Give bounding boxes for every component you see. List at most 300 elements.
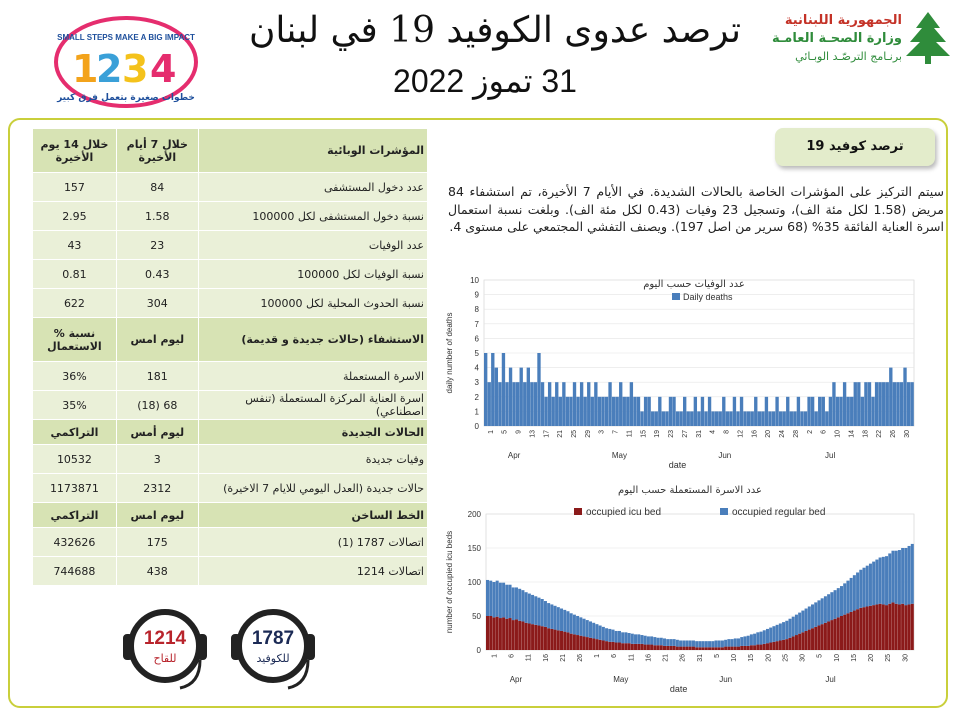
x-tick-label: 25: [885, 654, 893, 662]
x-tick-label: 26: [890, 430, 898, 438]
bar: [566, 632, 569, 650]
bar: [521, 590, 524, 621]
y-axis-label: number of occupied icu beds: [445, 530, 454, 634]
bar: [579, 617, 582, 635]
bar: [782, 640, 785, 650]
bar: [698, 641, 701, 647]
y-axis-label: daily number of deaths: [445, 312, 454, 394]
bar: [872, 605, 875, 650]
bar: [621, 632, 624, 643]
table-header-row: [33, 318, 428, 362]
bar: [576, 616, 579, 635]
table-cell: 2312: [116, 474, 198, 503]
bar: [550, 629, 553, 650]
bar: [868, 382, 871, 426]
bar: [878, 382, 881, 426]
hotline-number: 1214: [143, 628, 187, 649]
table-row: [33, 474, 428, 503]
bar: [898, 604, 901, 650]
bar: [687, 411, 690, 426]
bar: [798, 634, 801, 650]
bar: [673, 639, 676, 646]
bar: [811, 628, 814, 650]
bar: [660, 645, 663, 650]
bar: [698, 647, 701, 650]
table-cell: ليوم امس: [116, 318, 198, 362]
bar: [821, 598, 824, 624]
bar: [586, 637, 589, 650]
bar: [893, 382, 896, 426]
bar: [895, 551, 898, 604]
bar: [808, 630, 811, 650]
bar: [740, 646, 743, 650]
bar: [618, 631, 621, 643]
bar: [721, 647, 724, 650]
bar: [615, 643, 618, 650]
x-tick-label: 8: [723, 430, 731, 434]
bar: [714, 640, 717, 647]
bar: [765, 397, 768, 426]
bar: [657, 638, 660, 645]
bar: [839, 397, 842, 426]
bar: [869, 564, 872, 606]
bar: [598, 397, 601, 426]
bar: [818, 397, 821, 426]
hotline-label: للقاح: [153, 652, 177, 665]
svg-text:1: 1: [72, 47, 99, 91]
month-label: May: [613, 675, 629, 684]
bar: [559, 397, 562, 426]
x-tick-label: 29: [584, 430, 592, 438]
bar: [798, 613, 801, 634]
legend-label: Daily deaths: [683, 292, 733, 302]
bar: [760, 645, 763, 650]
bar: [775, 397, 778, 426]
bar: [562, 382, 565, 426]
table-cell: الحالات الجديدة: [198, 420, 427, 445]
bar: [682, 647, 685, 650]
bar: [837, 617, 840, 650]
table-cell: (18) 68: [116, 391, 198, 420]
y-tick-label: 0: [474, 422, 479, 431]
table-cell: 0.81: [33, 260, 117, 289]
bar: [509, 368, 512, 426]
bar: [714, 647, 717, 650]
table-cell: 175: [116, 528, 198, 557]
bar: [830, 620, 833, 650]
bar: [521, 621, 524, 650]
bar: [496, 617, 499, 650]
bar: [901, 604, 904, 650]
y-tick-label: 3: [474, 378, 479, 388]
bar: [626, 397, 629, 426]
x-tick-label: 17: [543, 430, 551, 438]
bar: [843, 583, 846, 614]
bar: [711, 641, 714, 647]
bar: [682, 640, 685, 646]
bar: [679, 411, 682, 426]
bar: [795, 615, 798, 635]
bar: [869, 606, 872, 650]
month-label: Jul: [825, 451, 836, 460]
bar: [731, 639, 734, 646]
bar: [608, 382, 611, 426]
bar: [492, 617, 495, 650]
indicators-table: [32, 128, 428, 586]
bar: [753, 634, 756, 646]
bar: [840, 616, 843, 650]
table-cell: 157: [33, 173, 117, 202]
bar: [747, 646, 750, 650]
x-tick-label: 14: [848, 430, 856, 438]
table-row: [33, 557, 428, 586]
x-tick-label: 5: [713, 654, 721, 658]
bar: [573, 615, 576, 635]
cedar-icon: [906, 12, 950, 56]
bar: [640, 411, 643, 426]
bar: [595, 624, 598, 639]
table-row: [33, 445, 428, 474]
bar: [689, 647, 692, 650]
bar: [804, 411, 807, 426]
bar: [740, 397, 743, 426]
bar: [584, 397, 587, 426]
bar: [594, 382, 597, 426]
bar: [640, 644, 643, 650]
x-tick-label: 31: [695, 430, 703, 438]
bar: [785, 639, 788, 650]
bar: [686, 640, 689, 646]
table-cell: 1.58: [116, 202, 198, 231]
campaign-logo: [52, 14, 200, 110]
bar: [911, 604, 914, 650]
bar: [743, 646, 746, 650]
x-tick-label: 13: [529, 430, 537, 438]
bar: [814, 411, 817, 426]
bar: [566, 611, 569, 632]
bar: [525, 592, 528, 623]
bar: [563, 632, 566, 650]
bar: [779, 411, 782, 426]
bar: [882, 604, 885, 650]
table-cell: خلال 7 أيام الأخيرة: [116, 129, 198, 173]
bar: [586, 620, 589, 637]
svg-text:SMALL STEPS MAKE A BIG IMPACT: SMALL STEPS MAKE A BIG IMPACT: [57, 33, 195, 42]
bar: [644, 397, 647, 426]
bar: [859, 608, 862, 650]
bar: [666, 639, 669, 646]
bar: [888, 553, 891, 603]
x-tick-label: 2: [806, 430, 814, 434]
bar: [846, 397, 849, 426]
bar: [811, 604, 814, 628]
y-tick-label: 150: [467, 544, 481, 553]
svg-text:2: 2: [96, 47, 123, 91]
bar: [821, 624, 824, 650]
bar: [505, 585, 508, 619]
table-cell: 438: [116, 557, 198, 586]
bar: [824, 623, 827, 650]
table-cell: نسبة الحدوث المحلية لكل 100000: [198, 289, 427, 318]
month-label: Jun: [719, 675, 733, 684]
bar: [908, 604, 911, 650]
bar: [541, 382, 544, 426]
bar: [589, 638, 592, 650]
chart-title: عدد الوفيات حسب اليوم: [643, 279, 745, 290]
bar: [676, 647, 679, 650]
legend-swatch: [720, 508, 728, 515]
bar: [843, 615, 846, 650]
legend-swatch: [672, 293, 680, 300]
x-tick-label: 1: [594, 654, 602, 658]
bar: [650, 645, 653, 650]
x-tick-label: 20: [765, 654, 773, 662]
bar: [663, 646, 666, 650]
x-tick-label: 10: [834, 430, 842, 438]
x-tick-label: 25: [571, 430, 579, 438]
bar: [692, 640, 695, 646]
bar: [792, 617, 795, 637]
bar: [647, 636, 650, 644]
bar: [817, 600, 820, 625]
bar: [509, 618, 512, 650]
bar: [724, 640, 727, 647]
bar: [537, 626, 540, 650]
bar: [637, 644, 640, 650]
bar: [630, 382, 633, 426]
bar: [499, 583, 502, 618]
bar: [523, 382, 526, 426]
table-cell: التراكمي: [33, 503, 117, 528]
table-cell: وفيات جديدة: [198, 445, 427, 474]
bar: [492, 582, 495, 617]
bar: [853, 575, 856, 610]
month-label: Apr: [509, 675, 523, 684]
bar: [779, 623, 782, 640]
bar: [908, 546, 911, 604]
bar: [624, 632, 627, 643]
bar: [583, 636, 586, 650]
bar: [515, 619, 518, 650]
report-date: 31 تموز 2022: [393, 63, 577, 99]
bar: [840, 586, 843, 616]
bar: [580, 382, 583, 426]
bar: [872, 562, 875, 606]
hotline-label: للكوفيد: [256, 652, 290, 665]
x-tick-label: 28: [792, 430, 800, 438]
bar: [657, 645, 660, 650]
bar: [647, 645, 650, 650]
table-row: [33, 362, 428, 391]
legend-label: occupied regular bed: [732, 507, 826, 518]
bar: [697, 411, 700, 426]
x-tick-label: 7: [612, 430, 620, 434]
x-tick-label: 4: [709, 430, 717, 434]
svg-text:4: 4: [150, 47, 177, 91]
bar: [907, 382, 910, 426]
bar: [537, 353, 540, 426]
bar: [910, 382, 913, 426]
bar: [772, 642, 775, 650]
bar: [534, 625, 537, 650]
x-tick-label: 16: [542, 654, 550, 662]
bar: [856, 609, 859, 650]
bar: [660, 638, 663, 645]
svg-text:وزارة الصحـة العامـة: وزارة الصحـة العامـة: [771, 31, 902, 46]
bar: [637, 634, 640, 644]
bar: [595, 639, 598, 650]
bar: [570, 613, 573, 633]
bar: [570, 634, 573, 650]
bar: [509, 585, 512, 618]
bar: [889, 368, 892, 426]
bar: [602, 627, 605, 641]
bar: [711, 411, 714, 426]
table-cell: ليوم امس: [116, 503, 198, 528]
bar: [719, 411, 722, 426]
x-tick-label: 30: [902, 654, 910, 662]
bar: [520, 368, 523, 426]
table-header-row: [33, 420, 428, 445]
bar: [769, 628, 772, 643]
bar: [772, 411, 775, 426]
bar: [489, 616, 492, 650]
table-cell: نسبة دخول المستشفى لكل 100000: [198, 202, 427, 231]
table-cell: 2.95: [33, 202, 117, 231]
x-tick-label: 30: [799, 654, 807, 662]
bar: [612, 397, 615, 426]
bar: [537, 598, 540, 626]
bar: [525, 623, 528, 650]
bar: [505, 619, 508, 650]
bar: [843, 382, 846, 426]
bar: [718, 647, 721, 650]
bar: [628, 643, 631, 650]
bar: [705, 641, 708, 647]
bar: [518, 589, 521, 621]
bar: [544, 397, 547, 426]
table-cell: 0.43: [116, 260, 198, 289]
bar: [866, 606, 869, 650]
bar: [761, 411, 764, 426]
bar: [512, 620, 515, 650]
x-tick-label: 15: [640, 430, 648, 438]
bar: [644, 645, 647, 650]
bar: [647, 397, 650, 426]
x-tick-label: 21: [662, 654, 670, 662]
x-tick-label: 11: [628, 654, 636, 662]
bar: [673, 646, 676, 650]
bar: [589, 621, 592, 637]
table-cell: عدد الوفيات: [198, 231, 427, 260]
month-label: May: [611, 451, 628, 460]
bar: [573, 382, 576, 426]
bar: [772, 626, 775, 642]
bar: [676, 640, 679, 647]
y-tick-label: 4: [474, 363, 479, 373]
bar: [814, 602, 817, 626]
bar: [702, 647, 705, 650]
bar: [904, 548, 907, 605]
bar: [834, 619, 837, 650]
table-cell: 84: [116, 173, 198, 202]
y-tick-label: 50: [472, 612, 481, 621]
bar: [776, 625, 779, 641]
hotline-1787-icon: [228, 604, 318, 694]
hotline-1214-icon: [120, 604, 210, 694]
bar: [736, 411, 739, 426]
table-row: [33, 202, 428, 231]
bar: [576, 635, 579, 650]
x-tick-label: 26: [679, 654, 687, 662]
bar: [655, 411, 658, 426]
bar: [800, 411, 803, 426]
bar: [782, 622, 785, 640]
bar: [903, 368, 906, 426]
x-tick-label: 21: [559, 654, 567, 662]
bar: [711, 647, 714, 650]
bar: [548, 382, 551, 426]
x-tick-label: 24: [779, 430, 787, 438]
bar: [621, 643, 624, 650]
bar: [695, 647, 698, 650]
table-cell: 23: [116, 231, 198, 260]
bar: [579, 636, 582, 650]
bar: [692, 647, 695, 650]
bar: [756, 632, 759, 644]
legend-swatch: [574, 508, 582, 515]
bar: [555, 382, 558, 426]
bar: [502, 617, 505, 650]
x-tick-label: 12: [737, 430, 745, 438]
bar: [766, 643, 769, 650]
bar: [783, 411, 786, 426]
bar: [846, 581, 849, 614]
x-tick-label: 18: [862, 430, 870, 438]
bar: [531, 624, 534, 650]
x-axis-label: date: [669, 684, 688, 694]
table-row: [33, 260, 428, 289]
y-tick-label: 200: [467, 510, 481, 519]
table-cell: 3: [116, 445, 198, 474]
bar: [695, 641, 698, 647]
chart-title: عدد الاسرة المستعملة حسب اليوم: [618, 485, 762, 496]
table-cell: اسرة العناية المركزة المستعملة (تنفس اصطناعي): [198, 391, 427, 420]
x-tick-label: 1: [487, 430, 495, 434]
bar: [721, 640, 724, 647]
bar: [489, 581, 492, 616]
bar: [898, 550, 901, 604]
bar: [814, 627, 817, 650]
x-tick-label: 21: [557, 430, 565, 438]
bar: [541, 599, 544, 626]
x-tick-label: 16: [645, 654, 653, 662]
bar: [734, 647, 737, 650]
bar: [718, 640, 721, 647]
table-cell: اتصالات 1214: [198, 557, 427, 586]
bar: [518, 621, 521, 650]
bar: [808, 606, 811, 629]
bar: [512, 587, 515, 620]
bar: [576, 397, 579, 426]
bar: [496, 581, 499, 617]
bar: [605, 628, 608, 641]
bar: [573, 634, 576, 650]
bar: [651, 411, 654, 426]
bar: [727, 647, 730, 650]
bar: [882, 557, 885, 605]
bar: [891, 551, 894, 603]
